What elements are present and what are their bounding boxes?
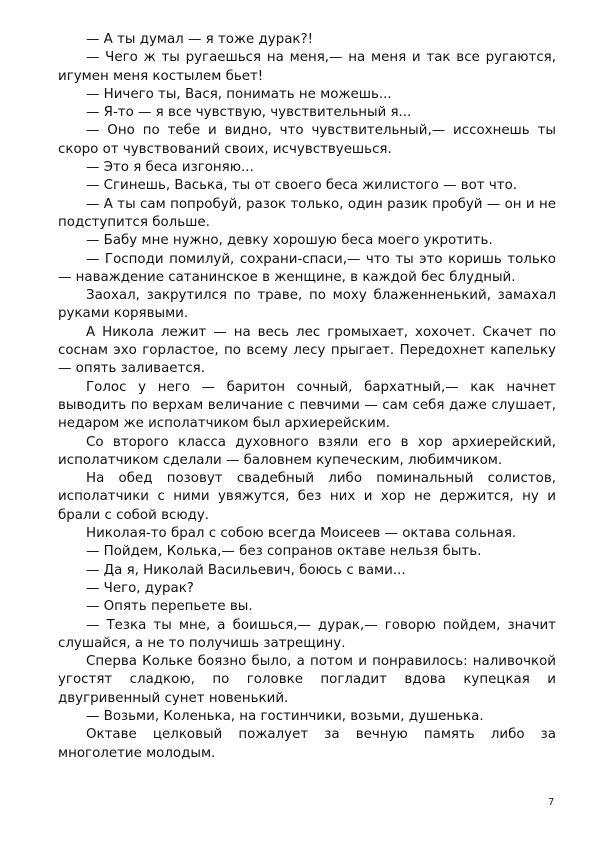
paragraph: Голос у него — баритон сочный, бархатный,— как начнет выводить по верхам величание с певчими — сам себя даже слушает, недаром же исполатчиком был архиерейским. bbox=[58, 379, 556, 432]
paragraph: — Оно по тебе и видно, что чувствительный,— иссохнешь ты скоро от чувствований своих, исчувствуешься. bbox=[58, 123, 556, 157]
paragraph: Октаве целковый пожалует за вечную память либо за многолетие молодым. bbox=[58, 727, 556, 761]
paragraph: — Сгинешь, Васька, ты от своего беса жилистого — вот что. bbox=[86, 178, 518, 194]
paragraph: — Господи помилуй, сохрани-спаси,— что ты это коришь только — наваждение сатанинское в женщине, в каждой бес блудный. bbox=[58, 251, 556, 285]
paragraph: Сперва Кольке боязно было, а потом и понравилось: наливочкой угостят сладкою, по головке погладит вдова купецкая и двугривенный сунет новенький. bbox=[58, 654, 556, 706]
paragraph: — Чего, дурак? bbox=[86, 580, 194, 596]
paragraph: — Я-то — я все чувствую, чувствительный я... bbox=[86, 105, 412, 121]
paragraph: — Возьми, Коленька, на гостинчики, возьми, душенька. bbox=[86, 708, 484, 724]
paragraph: А Никола лежит — на весь лес громыхает, хохочет. Скачет по соснам эхо горластое, по всему лесу прыгает. Передохнет капельку — опять заливается. bbox=[58, 324, 556, 377]
paragraph: — Пойдем, Колька,— без сопранов октаве нельзя быть. bbox=[86, 544, 482, 560]
paragraph: — Это я беса изгоняю... bbox=[86, 160, 254, 176]
paragraph: — Чего ж ты ругаешься на меня,— на меня и так все ругаются, игумен меня костылем бьет! bbox=[58, 50, 556, 84]
paragraph: Со второго класса духовного взяли его в хор архиерейский, исполатчиком сделали — баловнем купеческим, любимчиком. bbox=[58, 434, 556, 468]
paragraph: — А ты думал — я тоже дурак?! bbox=[86, 32, 313, 47]
page-number: 7 bbox=[548, 797, 555, 808]
page-body bbox=[58, 31, 556, 763]
paragraph: — Ничего ты, Вася, понимать не можешь... bbox=[86, 86, 392, 102]
paragraph: — Бабу мне нужно, девку хорошую беса моего укротить. bbox=[86, 233, 493, 249]
paragraph: — Да я, Николай Васильевич, боюсь с вами... bbox=[86, 562, 406, 578]
paragraph: — Опять перепьете вы. bbox=[86, 599, 253, 615]
paragraph: — А ты сам попробуй, разок только, один разик пробуй — он и не подступится больше. bbox=[58, 196, 556, 230]
paragraph: На обед позовут свадебный либо поминальный солистов, исполатчики с ними увяжутся, без них и хор не держится, ну и брали с собой всюду. bbox=[58, 471, 556, 523]
paragraph: Заохал, закрутился по траве, по моху блаженненький, замахал руками корявыми. bbox=[58, 288, 556, 322]
paragraph: — Тезка ты мне, а боишься,— дурак,— говорю пойдем, значит слушайся, а не то получишь затрещину. bbox=[58, 617, 556, 651]
paragraph: Николая-то брал с собою всегда Моисеев — октава сольная. bbox=[86, 526, 517, 542]
